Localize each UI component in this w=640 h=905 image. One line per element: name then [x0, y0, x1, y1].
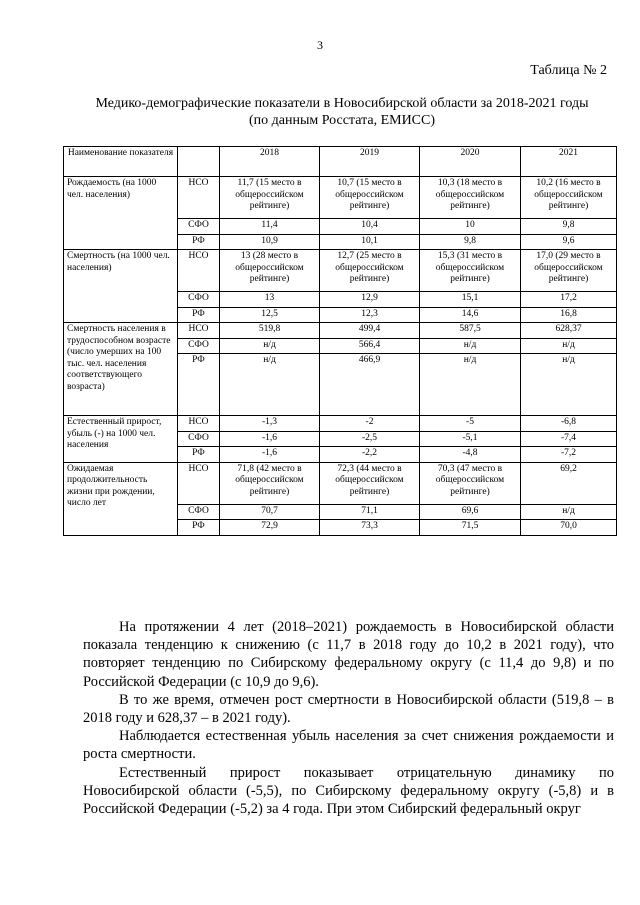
table-row [64, 250, 617, 292]
value-cell: 12,5 [220, 307, 320, 323]
value-cell: 519,8 [220, 323, 320, 339]
value-cell: 10,3 (18 место в общероссийском рейтинге) [420, 177, 521, 219]
indicator-birth-rate: Рождаемость (на 1000 чел. населения) [64, 177, 178, 250]
value-cell: 11,4 [220, 219, 320, 235]
value-cell: 9,8 [420, 234, 521, 250]
value-cell: 566,4 [320, 338, 420, 354]
value-cell: 73,3 [320, 520, 420, 536]
value-cell: 466,9 [320, 354, 420, 416]
value-cell: 11,7 (15 место в общероссийском рейтинге) [220, 177, 320, 219]
demographic-table [63, 146, 617, 536]
indicator-working-age-mortality: Смертность населения в трудоспособном возрасте (число умерших на 100 тыс. чел. населения соответствующего возраста) [64, 323, 178, 416]
value-cell: -4,8 [420, 447, 521, 463]
value-cell: -1,3 [220, 416, 320, 432]
value-cell: 70,0 [521, 520, 617, 536]
table-row [64, 462, 617, 504]
value-cell: -5 [420, 416, 521, 432]
value-cell: -2,2 [320, 447, 420, 463]
paragraph: На протяжении 4 лет (2018–2021) рождаемость в Новосибирской области показала тенденцию к снижению (с 11,7 в 2018 году до 10,2 в 2021 году), что повторяет тенденцию по Сибирскому федеральному округу (с 11,4 до 9,8) и по Российской Федерации (с 10,9 до 9,6). [83, 619, 614, 690]
header-year-2021: 2021 [521, 147, 617, 177]
indicator-natural-increase: Естественный прирост, убыль (-) на 1000 чел. населения [64, 416, 178, 463]
value-cell: н/д [220, 338, 320, 354]
value-cell: н/д [521, 504, 617, 520]
value-cell: -7,2 [521, 447, 617, 463]
value-cell: 10,9 [220, 234, 320, 250]
region-cell: НСО [178, 323, 220, 339]
value-cell: 72,3 (44 место в общероссийском рейтинге) [320, 462, 420, 504]
indicator-life-expectancy: Ожидаемая продолжительность жизни при рождении, число лет [64, 462, 178, 535]
value-cell: н/д [521, 354, 617, 416]
paragraph: В то же время, отмечен рост смертности в Новосибирской области (519,8 – в 2018 году и 628,37 – в 2021 году). [83, 691, 614, 727]
value-cell: -6,8 [521, 416, 617, 432]
body-text [83, 618, 614, 818]
value-cell: 12,7 (25 место в общероссийском рейтинге) [320, 250, 420, 292]
title-line-2: (по данным Росстата, ЕМИСС) [248, 113, 436, 128]
value-cell: -2 [320, 416, 420, 432]
value-cell: 15,1 [420, 292, 521, 308]
table-label: Таблица № 2 [530, 63, 607, 78]
value-cell: н/д [420, 338, 521, 354]
paragraph: Наблюдается естественная убыль населения за счет снижения рождаемости и роста смертности. [83, 728, 614, 763]
region-cell: НСО [178, 416, 220, 432]
value-cell: 9,6 [521, 234, 617, 250]
paragraph: Естественный прирост показывает отрицательную динамику по Новосибирской области (-5,5), по Сибирскому федеральному округу (-5,8) и в Российской Федерации (-5,2) за 4 года. При этом Сибирский федеральный округ [83, 764, 614, 818]
title-line-1: Медико-демографические показатели в Новосибирской области за 2018-2021 годы [95, 96, 589, 111]
value-cell: 69,6 [420, 504, 521, 520]
value-cell: 15,3 (31 место в общероссийском рейтинге) [420, 250, 521, 292]
table-row [64, 323, 617, 339]
document-title [70, 95, 614, 129]
region-cell: НСО [178, 250, 220, 292]
value-cell: 69,2 [521, 462, 617, 504]
value-cell: 16,8 [521, 307, 617, 323]
region-cell: РФ [178, 520, 220, 536]
value-cell: 10,1 [320, 234, 420, 250]
region-cell: РФ [178, 447, 220, 463]
value-cell: 71,5 [420, 520, 521, 536]
value-cell: 10,4 [320, 219, 420, 235]
header-year-2020: 2020 [420, 147, 521, 177]
value-cell: 9,8 [521, 219, 617, 235]
value-cell: 72,9 [220, 520, 320, 536]
value-cell: 10,2 (16 место в общероссийском рейтинге) [521, 177, 617, 219]
value-cell: -7,4 [521, 431, 617, 447]
value-cell: 587,5 [420, 323, 521, 339]
region-cell: СФО [178, 504, 220, 520]
region-cell: СФО [178, 338, 220, 354]
page-number: 3 [317, 38, 323, 52]
value-cell: 17,0 (29 место в общероссийском рейтинге) [521, 250, 617, 292]
header-year-2018: 2018 [220, 147, 320, 177]
value-cell: 628,37 [521, 323, 617, 339]
value-cell: н/д [220, 354, 320, 416]
value-cell: 12,3 [320, 307, 420, 323]
region-cell: СФО [178, 431, 220, 447]
region-cell: СФО [178, 219, 220, 235]
value-cell: -1,6 [220, 447, 320, 463]
region-cell: СФО [178, 292, 220, 308]
value-cell: 17,2 [521, 292, 617, 308]
header-year-2019: 2019 [320, 147, 420, 177]
value-cell: 71,8 (42 место в общероссийском рейтинге) [220, 462, 320, 504]
header-region [178, 147, 220, 177]
value-cell: 13 [220, 292, 320, 308]
value-cell: 70,7 [220, 504, 320, 520]
value-cell: 499,4 [320, 323, 420, 339]
value-cell: 10 [420, 219, 521, 235]
indicator-mortality: Смертность (на 1000 чел. населения) [64, 250, 178, 323]
value-cell: -2,5 [320, 431, 420, 447]
region-cell: РФ [178, 307, 220, 323]
region-cell: НСО [178, 462, 220, 504]
header-indicator: Наименование показателя [64, 147, 178, 177]
value-cell: -1,6 [220, 431, 320, 447]
value-cell: -5,1 [420, 431, 521, 447]
value-cell: 14,6 [420, 307, 521, 323]
value-cell: 13 (28 место в общероссийском рейтинге) [220, 250, 320, 292]
value-cell: 70,3 (47 место в общероссийском рейтинге) [420, 462, 521, 504]
region-cell: РФ [178, 354, 220, 416]
value-cell: н/д [521, 338, 617, 354]
table-header-row [64, 147, 617, 177]
value-cell: н/д [420, 354, 521, 416]
table-row [64, 416, 617, 432]
region-cell: НСО [178, 177, 220, 219]
value-cell: 10,7 (15 место в общероссийском рейтинге) [320, 177, 420, 219]
table-row [64, 177, 617, 219]
value-cell: 71,1 [320, 504, 420, 520]
value-cell: 12,9 [320, 292, 420, 308]
region-cell: РФ [178, 234, 220, 250]
